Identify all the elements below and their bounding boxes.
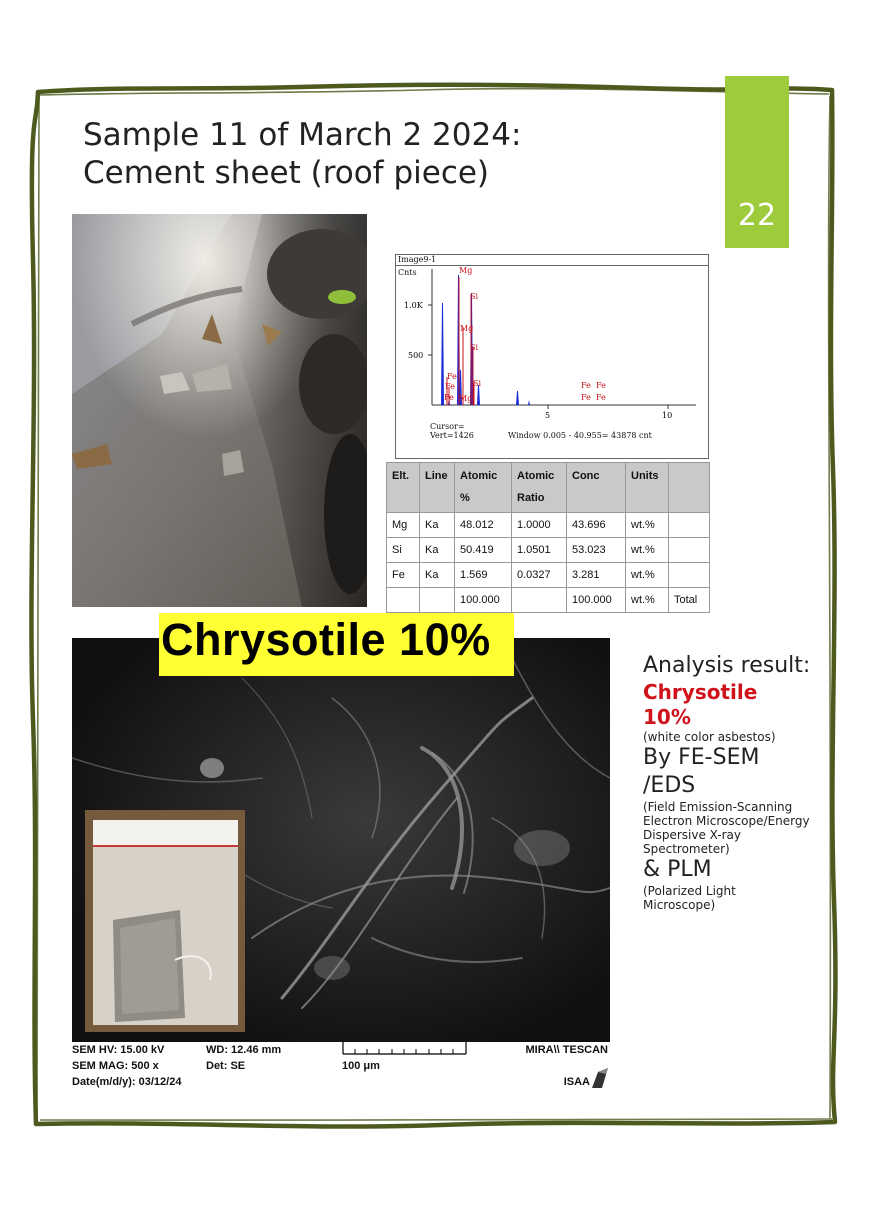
cell-note: Total [669,588,710,613]
header-cell: Atomic Ratio [512,463,567,513]
cell-line: Ka [420,513,455,538]
cell-element: Mg [387,513,420,538]
peak-label: Mg [459,394,473,403]
title-line-2: Cement sheet (roof piece) [83,155,490,191]
result-color-note: (white color asbestos) [643,730,776,744]
eds-quant-table [386,462,710,613]
result-heading: Analysis result: [643,653,811,678]
eds-spectrum [395,254,709,459]
peak-label: Mg [460,324,474,333]
x-tick-10: 10 [662,411,673,420]
peak-label: Si [470,343,479,352]
result-method-note: (Field Emission-Scanning Electron Microscope/Energy Dispersive X-ray Spectrometer) [643,800,810,856]
cursor-line-2: Vert=1426 [430,431,474,440]
page-number: 22 [737,198,777,233]
spectrum-y-axis-label: Cnts [398,268,417,277]
header-cell: Conc [567,463,626,513]
peak-label: Fe [447,372,457,381]
peak-label: Fe [596,393,606,402]
cell-note [669,538,710,563]
sem-mag: SEM MAG: 500 x [72,1060,159,1072]
peak-label: Fe [596,381,606,390]
cell-conc: 43.696 [567,513,626,538]
sem-det: Det: SE [206,1060,246,1072]
y-tick-500: 500 [408,351,424,360]
header-cell: Line [420,463,455,513]
cell-line: Ka [420,563,455,588]
table-row [387,563,710,588]
cell-units: wt.% [626,513,669,538]
header-cell: Atomic % [455,463,512,513]
spectrum-cursor-readout [430,422,474,440]
cell-atomic-ratio: 0.0327 [512,563,567,588]
table-header-row [387,463,710,513]
cell-atomic-ratio [512,588,567,613]
cell-atomic-ratio: 1.0000 [512,513,567,538]
title-line-1: Sample 11 of March 2 2024: [83,117,522,153]
cursor-line-1: Cursor= [430,422,465,431]
scale-bar [342,1042,468,1056]
result-highlight-label: Chrysotile 10% [161,614,491,665]
cell-conc: 3.281 [567,563,626,588]
page-title [83,116,521,192]
peak-label: Fe [581,381,591,390]
cell-conc: 100.000 [567,588,626,613]
spectrum-window-readout: Window 0.005 - 40.955= 43878 cnt [508,431,652,440]
cell-line [420,588,455,613]
sem-brand: MIRA\\ TESCAN [525,1044,608,1056]
result-percent: 10% [643,705,691,729]
x-tick-5: 5 [545,411,551,420]
peak-label: Fe [445,382,455,391]
table-row [387,513,710,538]
peak-label: Fe [581,393,591,402]
header-cell [669,463,710,513]
peak-label: Fe [444,393,454,402]
cell-note [669,513,710,538]
header-cell: Units [626,463,669,513]
cell-atomic-percent: 1.569 [455,563,512,588]
cell-element: Si [387,538,420,563]
cell-units: wt.% [626,563,669,588]
peak-label: Mg [459,266,473,275]
sem-wd: WD: 12.46 mm [206,1044,282,1056]
result-method-2: /EDS [643,773,696,798]
tescan-logo-icon [592,1068,608,1088]
cell-units: wt.% [626,588,669,613]
peak-label: Si [470,292,479,301]
result-method-3: & PLM [643,857,712,882]
table-row-total [387,588,710,613]
y-tick-1k: 1.0K [404,301,423,310]
cell-atomic-percent: 48.012 [455,513,512,538]
result-method-1: By FE-SEM [643,745,760,770]
cell-element: Fe [387,563,420,588]
result-mineral: Chrysotile [643,680,758,704]
sem-org: ISAA [563,1076,590,1088]
sem-hv: SEM HV: 15.00 kV [72,1044,165,1056]
table-row [387,538,710,563]
analysis-result [643,652,833,912]
result-method-3-note: (Polarized Light Microscope) [643,884,736,912]
sample-site-photo [72,214,367,607]
cell-atomic-percent: 100.000 [455,588,512,613]
cell-atomic-percent: 50.419 [455,538,512,563]
header-cell: Elt. [387,463,420,513]
spectrum-image-label: Image9-1 [398,255,437,264]
peak-label: Si [473,379,482,388]
cell-element [387,588,420,613]
cell-note [669,563,710,588]
scale-label: 100 μm [342,1060,380,1072]
sem-date: Date(m/d/y): 03/12/24 [72,1076,182,1088]
sem-info-bar [72,1042,610,1090]
cell-units: wt.% [626,538,669,563]
cell-conc: 53.023 [567,538,626,563]
sample-bag-photo [85,810,245,1032]
cell-atomic-ratio: 1.0501 [512,538,567,563]
cell-line: Ka [420,538,455,563]
